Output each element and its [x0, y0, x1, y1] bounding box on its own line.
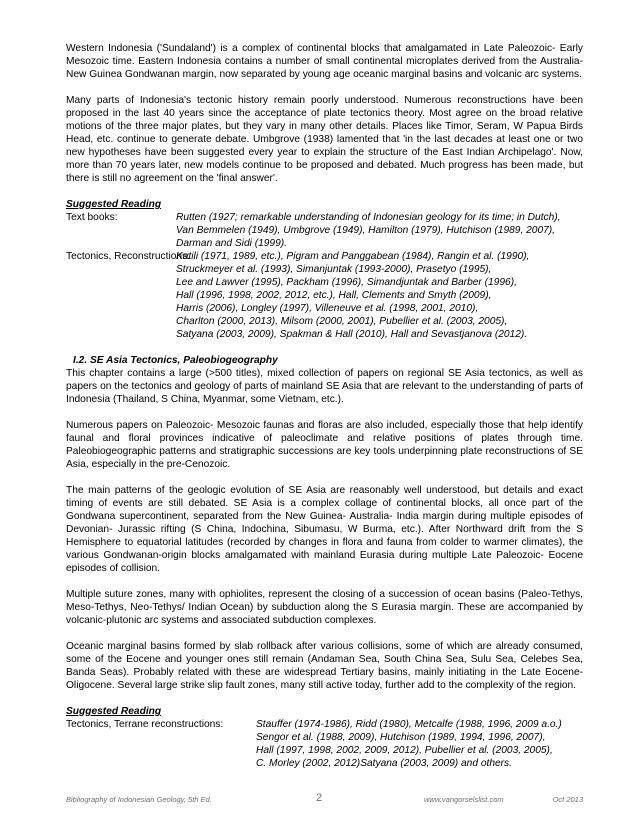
- paragraph-chapter-contents: This chapter contains a large (>500 titles), mixed collection of papers on regional SE Asia tectonics, as well as papers on the tectonics and geology of parts of mainland SE Asia that are relevant to the understanding of parts of Indonesia (Thailand, S China, Myanmar, some Vietnam, etc.).: [66, 368, 583, 405]
- suggested-reading-heading: Suggested Reading: [66, 199, 162, 210]
- textbooks-row: [66, 211, 583, 250]
- page-number: 2: [316, 792, 323, 804]
- textbooks-line: Darman and Sidi (1999).: [176, 238, 287, 249]
- tectonics-label: Tectonics, Reconstructions:: [66, 251, 190, 262]
- terrane-list: [256, 718, 562, 770]
- tectonics-line: Struckmeyer et al. (1993), Simanjuntak (1993-2000), Prasetyo (1995),: [176, 264, 492, 275]
- tectonics-list: [176, 250, 529, 341]
- paragraph-tectonic-history: Many parts of Indonesia's tectonic history remain poorly understood. Numerous reconstructions have been proposed in the last 40 years since the acceptance of plate tectonics theory. Most agree on the broad relative motions of the three major plates, but they vary in many other details. Places like Timor, Seram, W Papua Birds Head, etc. continue to generate debate. Umbgrove (1938) lamented that 'in the last decades at least one or two new hypotheses have been suggested every year to explain the structure of the East Indian Archipelago'. Now, more than 70 years later, new models continue to be proposed and debated. Much progress has been made, but there is still no agreement on the 'final answer'.: [66, 95, 583, 184]
- paragraph-suture-zones: Multiple suture zones, many with ophiolites, represent the closing of a succession of ocean basins (Paleo-Tethys, Meso-Tethys, Neo-Tethys/ Indian Ocean) by subduction along the S Eurasia margin. These are accompanied by volcanic-plutonic arc systems and associated subduction complexes.: [66, 589, 583, 626]
- tectonics-line: Hall (1996, 1998, 2002, 2012, etc.), Hall, Clements and Smyth (2009),: [176, 290, 492, 301]
- suggested-reading-2: [66, 705, 583, 770]
- paragraph-marginal-basins: Oceanic marginal basins formed by slab rollback after various collisions, some of which are already consumed, some of the Eocene and younger ones still remain (Andaman Sea, South China Sea, Sulu Sea, Celebes Sea, Banda Seas). Probably related with these are widespread Tertiary basins, mainly initiating in the Late Eocene-Oligocene. Several large strike slip fault zones, many still active today, further add to the complexity of the region.: [66, 641, 583, 691]
- terrane-line: Hall (1997, 1998, 2002, 2009, 2012), Pubellier et al. (2003, 2005),: [256, 745, 553, 756]
- suggested-reading-1: [66, 198, 583, 341]
- textbooks-line: Van Bemmelen (1949), Umbgrove (1949), Hamilton (1979), Hutchison (1989, 2007),: [176, 225, 556, 236]
- terrane-line: Stauffer (1974-1986), Ridd (1980), Metcalfe (1988, 1996, 2009 a.o.): [256, 719, 562, 730]
- tectonics-line: Satyana (2003, 2009), Spakman & Hall (2010), Hall and Sevastjanova (2012).: [176, 329, 528, 340]
- suggested-reading-heading: Suggested Reading: [66, 706, 162, 717]
- footer-url: www.vangorselslist.com: [424, 795, 504, 804]
- terrane-row: [66, 718, 583, 770]
- textbooks-list: [176, 211, 561, 250]
- tectonics-row: [66, 250, 583, 341]
- tectonics-line: Charlton (2000, 2013), Milsom (2000, 2001), Pubellier et al. (2003, 2005),: [176, 316, 508, 327]
- tectonics-line: Lee and Lawver (1995), Packham (1996), Simandjuntak and Barber (1996),: [176, 277, 517, 288]
- tectonics-line: Harris (2006), Longley (1997), Villeneuve et al. (1998, 2001, 2010),: [176, 303, 479, 314]
- footer-title: Bibliography of Indonesian Geology, 5th Ed.: [66, 795, 212, 804]
- terrane-label: Tectonics, Terrane reconstructions:: [66, 719, 224, 730]
- footer-date: Oct 2013: [552, 795, 583, 804]
- section-title: I.2. SE Asia Tectonics, Paleobiogeography: [73, 355, 278, 366]
- textbooks-label: Text books:: [66, 212, 118, 223]
- paragraph-faunas-floras: Numerous papers on Paleozoic- Mesozoic faunas and floras are also included, especially those that help identify faunal and floral provinces indicative of paleoclimate and relative positions of plates through time. Paleobiogeographic patterns and stratigraphic successions are key tools underpinning plate reconstructions of SE Asia, especially in the pre-Cenozoic.: [66, 420, 583, 470]
- tectonics-line: Katili (1971, 1989, etc.), Pigram and Panggabean (1984), Rangin et al. (1990),: [176, 251, 530, 262]
- textbooks-line: Rutten (1927; remarkable understanding of Indonesian geology for its time; in Dutch),: [176, 212, 561, 223]
- paragraph-sundaland: Western Indonesia ('Sundaland') is a complex of continental blocks that amalgamated in Late Paleozoic- Early Mesozoic time. Eastern Indonesia contains a number of small continental microplates derived from the Australia- New Guinea Gondwanan margin, now separated by young age oceanic marginal basins and volcanic arc systems.: [66, 43, 583, 80]
- terrane-line: Sengor et al. (1988, 2009), Hutchison (1989, 1994, 1996, 2007),: [256, 732, 546, 743]
- paragraph-geologic-evolution: The main patterns of the geologic evolution of SE Asia are reasonably well understood, but details and exact timing of events are still debated. SE Asia is a complex collage of continental blocks, all once part of the Gondwana supercontinent, separated from the New Guinea- Australia- India margin during multiple episodes of Devonian- Jurassic rifting (S China, Indochina, Sibumasu, W Burma, etc.). After Northward drift from the S Hemisphere to equatorial latitudes (recorded by changes in flora and fauna from colder to warmer climates), the various Gondwanan-origin blocks amalgamated with mainland Eurasia during multiple Late Paleozoic- Eocene episodes of collision.: [66, 485, 583, 574]
- terrane-line: C. Morley (2002, 2012)Satyana (2003, 2009) and others.: [256, 758, 512, 769]
